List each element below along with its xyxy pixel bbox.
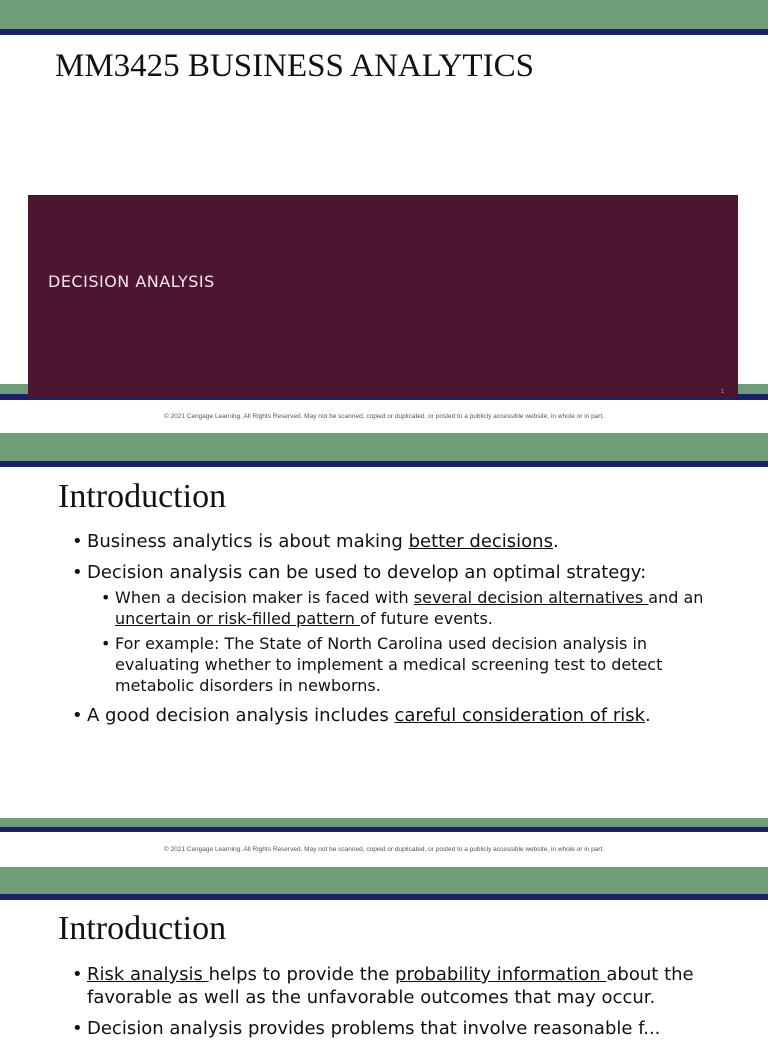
bullet-list xyxy=(70,963,720,1048)
top-green-band xyxy=(0,433,768,461)
top-navy-line xyxy=(0,894,768,900)
sub-bullet-item: • When a decision maker is faced with several decision alternatives and an uncertain or risk-filled pattern of future events. xyxy=(99,587,720,629)
bottom-green-band xyxy=(0,818,768,827)
top-navy-line xyxy=(0,461,768,467)
slide-title: Introduction xyxy=(58,910,227,947)
bullet-item: • Decision analysis can be used to develop an optimal strategy: • When a decision maker is faced with several decision alternatives and an uncertain or risk-filled pattern of future events. • For example: The State of North Carolina used decision analysis in evaluating whether to implement a medical screening test to detect metabolic disorders in newborns. xyxy=(70,561,720,696)
slide-title: Introduction xyxy=(58,478,227,515)
slide-2 xyxy=(0,433,768,867)
bullet-item: • Business analytics is about making better decisions. xyxy=(70,530,720,553)
top-navy-line xyxy=(0,29,768,35)
top-green-band xyxy=(0,867,768,894)
bullet-item: • Decision analysis provides problems that involve reasonable f... xyxy=(70,1017,720,1040)
bullet-list xyxy=(70,530,720,735)
section-title-box xyxy=(28,195,738,397)
sub-bullet-list xyxy=(87,587,720,696)
bullet-item: • A good decision analysis includes careful consideration of risk. xyxy=(70,704,720,727)
slide-3 xyxy=(0,867,768,1039)
copyright-footer: © 2021 Cengage Learning. All Rights Reserved. May not be scanned, copied or duplicated, or posted to a publicly accessible website, in whole or in part. xyxy=(163,413,605,420)
slide-1 xyxy=(0,0,768,436)
top-green-band xyxy=(0,0,768,29)
sub-bullet-item: • For example: The State of North Carolina used decision analysis in evaluating whether to implement a medical screening test to detect metabolic disorders in newborns. xyxy=(99,633,720,696)
copyright-footer: © 2021 Cengage Learning. All Rights Reserved. May not be scanned, copied or duplicated, or posted to a publicly accessible website, in whole or in part. xyxy=(163,846,605,853)
section-title: DECISION ANALYSIS xyxy=(48,272,215,291)
course-title: MM3425 BUSINESS ANALYTICS xyxy=(55,48,534,84)
bottom-navy-line xyxy=(0,827,768,832)
bullet-item: • Risk analysis helps to provide the probability information about the favorable as well as the unfavorable outcomes that may occur. xyxy=(70,963,720,1009)
page-number: 1 xyxy=(720,389,724,395)
